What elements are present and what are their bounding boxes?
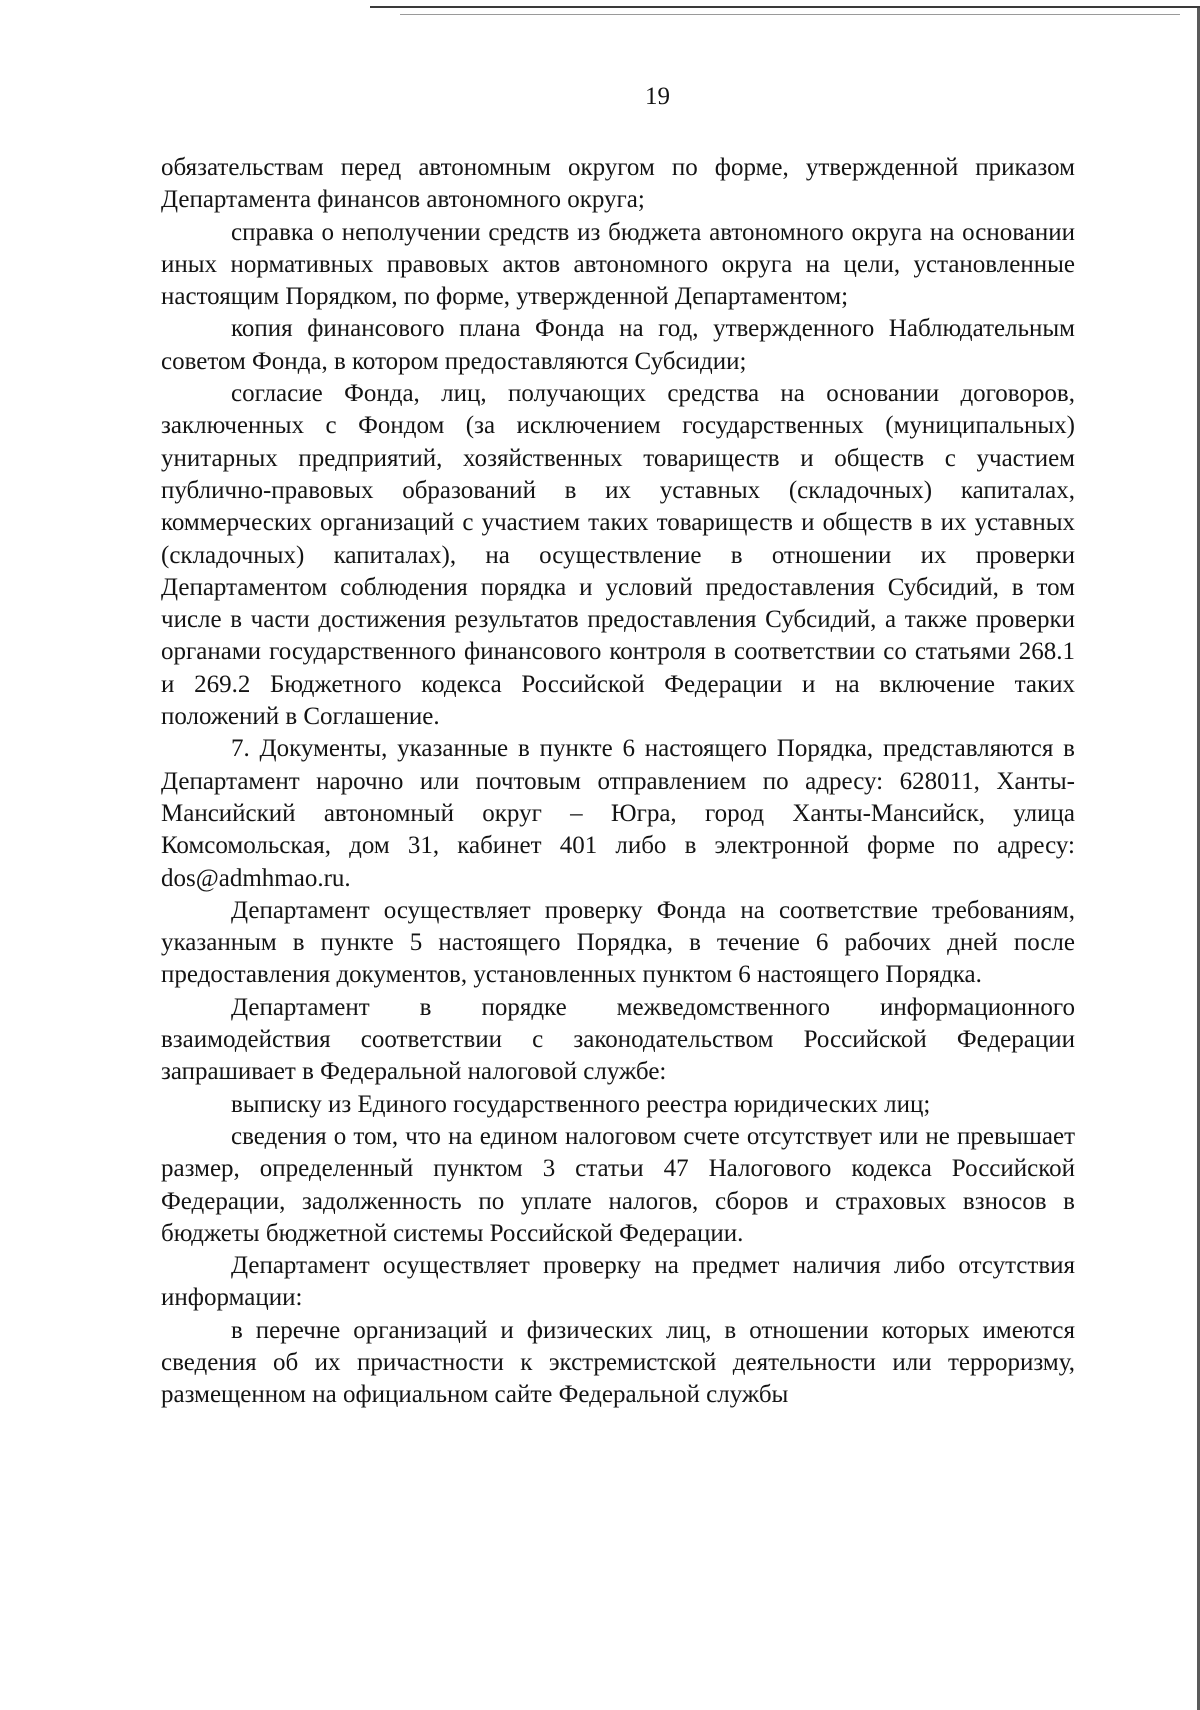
paragraph: Департамент в порядке межведомственного информационного взаимодействия соответствии с законодательством Российской Федерации запрашивает в Федеральной налоговой службе: <box>161 993 1075 1086</box>
paragraph: согласие Фонда, лиц, получающих средства на основании договоров, заключенных с Фондом (за исключением государственных (муниципальных) унитарных предприятий, хозяйственных товариществ и обществ с участием публично-правовых образований в их уставных (складочных) капиталах, коммерческих организаций с участием таких товариществ и обществ в их уставных (складочных) капиталах), на осуществление в отношении их проверки Департаментом соблюдения порядка и условий предоставления Субсидий, в том числе в части достижения результатов предоставления Субсидий, а также проверки органами государственного финансового контроля в соответствии со статьями 268.1 и 269.2 Бюджетного кодекса Российской Федерации и на включение таких положений в Соглашение. <box>161 380 1075 731</box>
paragraph: Департамент осуществляет проверку на предмет наличия либо отсутствия информации: <box>161 1252 1075 1312</box>
scan-edge-line-secondary <box>400 14 1180 15</box>
scan-edge-line <box>370 6 1200 8</box>
paragraph-continuation: обязательствам перед автономным округом по форме, утвержденной приказом Департамента финансов автономного округа; <box>161 154 1075 214</box>
paragraph: справка о неполучении средств из бюджета автономного округа на основании иных нормативных правовых актов автономного округа на цели, установленные настоящим Порядком, по форме, утвержденной Департаментом; <box>161 218 1075 311</box>
paragraph: Департамент осуществляет проверку Фонда на соответствие требованиям, указанным в пункте 5 настоящего Порядка, в течение 6 рабочих дней после предоставления документов, установленных пунктом 6 настоящего Порядка. <box>161 896 1075 989</box>
document-body <box>161 152 1075 1412</box>
paragraph: выписку из Единого государственного реестра юридических лиц; <box>231 1090 931 1118</box>
paragraph: сведения о том, что на едином налоговом счете отсутствует или не превышает размер, определенный пунктом 3 статьи 47 Налогового кодекса Российской Федерации, задолженность по уплате налогов, сборов и страховых взносов в бюджеты бюджетной системы Российской Федерации. <box>161 1122 1075 1247</box>
paragraph: копия финансового плана Фонда на год, утвержденного Наблюдательным советом Фонда, в котором предоставляются Субсидии; <box>161 315 1075 375</box>
page-number: 19 <box>645 83 670 110</box>
paragraph-item-7: 7. Документы, указанные в пункте 6 настоящего Порядка, представляются в Департамент нарочно или почтовым отправлением по адресу: 628011, Ханты-Мансийский автономный округ – Югра, город Ханты-Мансийск, улица Комсомольская, дом 31, кабинет 401 либо в электронной форме по адресу: dos@admhmao.ru. <box>161 735 1075 892</box>
paragraph: в перечне организаций и физических лиц, в отношении которых имеются сведения об их причастности к экстремистской деятельности или терроризму, размещенном на официальном сайте Федеральной службы <box>161 1316 1075 1409</box>
